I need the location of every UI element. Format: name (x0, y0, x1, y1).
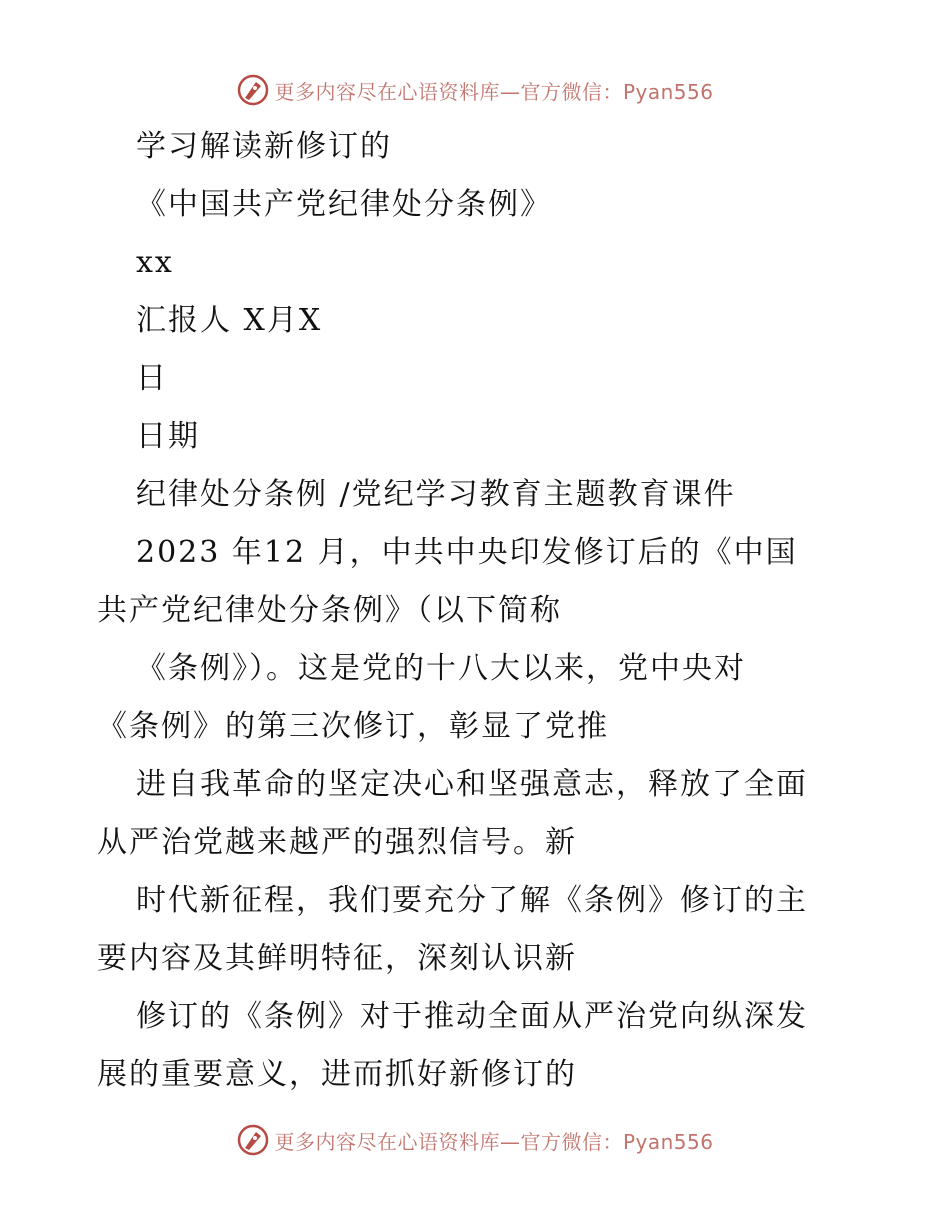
doc-line: 日期 (136, 419, 200, 454)
doc-line: 汇报人 X月X (136, 303, 323, 338)
header-banner (0, 70, 950, 110)
doc-line: 进自我革命的坚定决心和坚强意志，释放了全面 (136, 767, 808, 802)
doc-line: 《条例》）。这是党的十八大以来，党中央对 (136, 651, 746, 686)
header-banner-text: 更多内容尽在心语资料库—官方微信：Pyan556 (274, 79, 714, 104)
pen-nib-icon (236, 73, 270, 107)
doc-line: xx (136, 245, 174, 280)
doc-line: 日 (136, 361, 168, 396)
pen-nib-icon (236, 1123, 270, 1157)
doc-line: 《中国共产党纪律处分条例》 (136, 187, 552, 222)
doc-line: 《条例》的第三次修订，彰显了党推 (97, 709, 609, 744)
doc-line: 从严治党越来越严的强烈信号。新 (97, 825, 577, 860)
doc-line: 共产党纪律处分条例》（以下简称 (97, 593, 562, 628)
doc-line: 学习解读新修订的 (136, 129, 392, 164)
footer-banner-content (236, 1123, 713, 1157)
doc-line: 修订的《条例》对于推动全面从严治党向纵深发 (136, 999, 808, 1034)
doc-line: 时代新征程，我们要充分了解《条例》修订的主 (136, 883, 808, 918)
footer-banner-text: 更多内容尽在心语资料库—官方微信：Pyan556 (274, 1129, 714, 1154)
footer-banner (0, 1120, 950, 1160)
doc-line: 2023 年12 月，中共中央印发修订后的《中国 (136, 535, 798, 570)
header-banner-content (236, 73, 713, 107)
doc-line: 展的重要意义，进而抓好新修订的 (97, 1057, 577, 1092)
doc-line: 要内容及其鲜明特征，深刻认识新 (97, 941, 577, 976)
doc-line: 纪律处分条例 /党纪学习教育主题教育课件 (136, 477, 736, 512)
